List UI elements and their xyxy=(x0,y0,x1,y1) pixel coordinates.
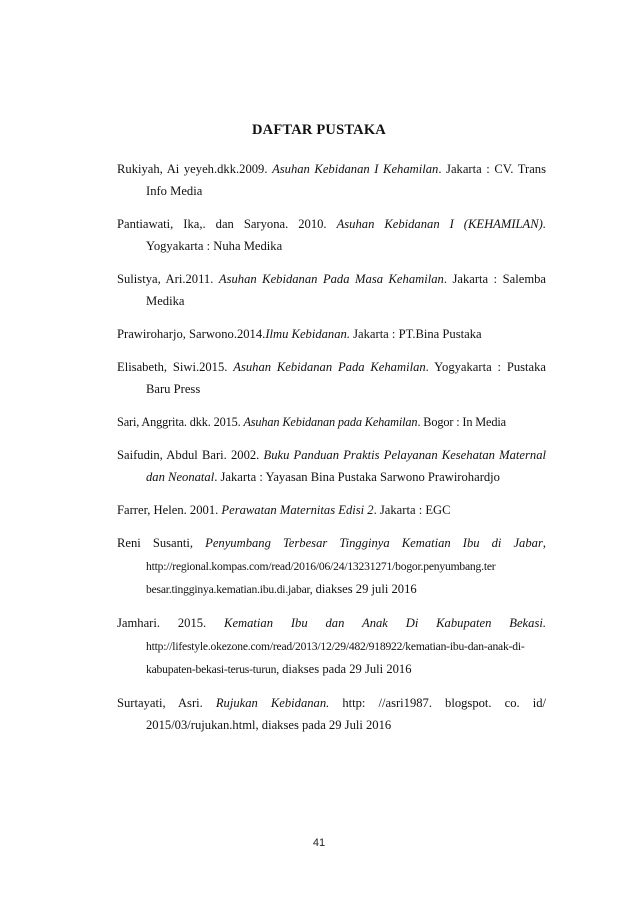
reference-title: Penyumbang Terbesar Tingginya Kematian Ibu di Jabar xyxy=(205,536,543,550)
reference-publisher: . Jakarta : Yayasan Bina Pustaka Sarwono Prawirohardjo xyxy=(214,470,500,484)
reference-author-year: Reni Susanti, xyxy=(117,536,206,550)
reference-url: http://regional.kompas.com/read/2016/06/24/13231271/bogor.penyumbang.ter besar.tingginya.kematian.ibu.di.jabar, xyxy=(146,560,496,596)
reference-publisher: http: //asri1987. blogspot. co. id/ 2015/03/rujukan.html, diakses pada 29 Juli 2016 xyxy=(146,696,546,732)
reference-item xyxy=(117,444,546,488)
reference-item xyxy=(117,612,546,681)
reference-item xyxy=(117,158,546,202)
reference-access-date: diakses 29 juli 2016 xyxy=(312,582,417,596)
reference-title: Ilmu Kebidanan. xyxy=(265,327,350,341)
page-title: DAFTAR PUSTAKA xyxy=(252,122,386,138)
reference-publisher: . Yogyakarta : Pustaka Baru Press xyxy=(146,360,547,396)
reference-title: Asuhan Kebidanan I (KEHAMILAN). xyxy=(336,217,546,231)
reference-title: Perawatan Maternitas Edisi 2 xyxy=(221,503,374,517)
reference-list xyxy=(117,158,546,747)
reference-title: Rujukan Kebidanan. xyxy=(215,696,330,710)
reference-item xyxy=(117,356,546,400)
reference-item xyxy=(117,499,546,521)
page-number: 41 xyxy=(312,837,326,849)
reference-author-year: Pantiawati, Ika,. dan Saryona. 2010. xyxy=(117,217,337,231)
reference-publisher: . Jakarta : CV. Trans Info Media xyxy=(146,162,546,198)
reference-publisher: Yogyakarta : Nuha Medika xyxy=(146,239,283,253)
reference-author-year: Farrer, Helen. 2001. xyxy=(117,503,222,517)
reference-item xyxy=(117,268,546,312)
reference-item xyxy=(117,692,546,736)
reference-title: Asuhan Kebidanan Pada Masa Kehamilan xyxy=(218,272,444,286)
reference-item xyxy=(117,411,546,433)
reference-title: Kematian Ibu dan Anak Di Kabupaten Bekasi. xyxy=(224,616,546,630)
reference-publisher: , xyxy=(542,536,547,550)
reference-title: Asuhan Kebidanan Pada Kehamilan xyxy=(233,360,426,374)
reference-url: http://lifestyle.okezone.com/read/2013/12/29/482/918922/kematian-ibu-dan-anak-di-kabupaten-bekasi-terus-turun, xyxy=(146,640,525,676)
reference-publisher: . Bogor : In Media xyxy=(417,415,506,429)
reference-item xyxy=(117,213,546,257)
reference-author-year: Rukiyah, Ai yeyeh.dkk.2009. xyxy=(117,162,273,176)
reference-author-year: Sari, Anggrita. dkk. 2015. xyxy=(117,415,244,429)
reference-publisher: . Jakarta : EGC xyxy=(373,503,451,517)
reference-author-year: Surtayati, Asri. xyxy=(117,696,216,710)
reference-access-date: diakses pada 29 Juli 2016 xyxy=(278,662,412,676)
reference-item xyxy=(117,323,546,345)
reference-author-year: Jamhari. 2015. xyxy=(117,616,225,630)
reference-title: Asuhan Kebidanan pada Kehamilan xyxy=(243,415,418,429)
reference-author-year: Saifudin, Abdul Bari. 2002. xyxy=(117,448,264,462)
reference-title: Buku Panduan Praktis Pelayanan Kesehatan Maternal dan Neonatal xyxy=(146,448,547,484)
reference-author-year: Elisabeth, Siwi.2015. xyxy=(117,360,234,374)
reference-author-year: Prawiroharjo, Sarwono.2014. xyxy=(117,327,266,341)
reference-author-year: Sulistya, Ari.2011. xyxy=(117,272,219,286)
reference-item xyxy=(117,532,546,601)
reference-publisher: . Jakarta : Salemba Medika xyxy=(146,272,547,308)
reference-publisher: Jakarta : PT.Bina Pustaka xyxy=(349,327,482,341)
reference-title: Asuhan Kebidanan I Kehamilan xyxy=(272,162,439,176)
